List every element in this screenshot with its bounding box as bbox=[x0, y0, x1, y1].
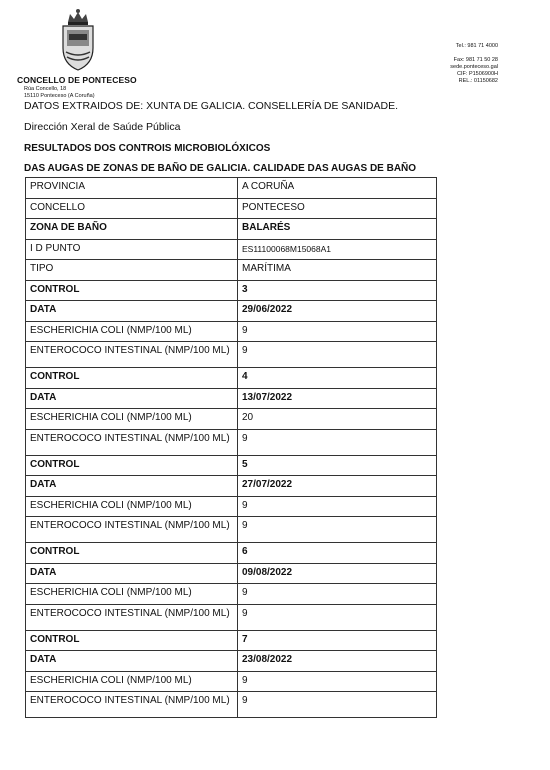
table-row bbox=[26, 260, 437, 281]
row-value: 29/06/2022 bbox=[238, 301, 437, 322]
row-label: DATA bbox=[26, 651, 238, 672]
row-value: 23/08/2022 bbox=[238, 651, 437, 672]
row-label: ESCHERICHIA COLI (NMP/100 ML) bbox=[26, 671, 238, 692]
row-label: CONTROL bbox=[26, 368, 238, 389]
row-value: 3 bbox=[238, 280, 437, 301]
row-value: 4 bbox=[238, 368, 437, 389]
row-label: ESCHERICHIA COLI (NMP/100 ML) bbox=[26, 584, 238, 605]
table-row bbox=[26, 496, 437, 517]
row-value: 5 bbox=[238, 455, 437, 476]
contact-block bbox=[450, 43, 498, 85]
row-label: ENTEROCOCO INTESTINAL (NMP/100 ML) bbox=[26, 604, 238, 630]
table-row bbox=[26, 517, 437, 543]
contact-web: sede.ponteceso.gal bbox=[450, 64, 498, 70]
contact-fax: Fax: 981 71 50 28 bbox=[453, 57, 498, 63]
row-label: CONTROL bbox=[26, 280, 238, 301]
table-row bbox=[26, 368, 437, 389]
row-label: DATA bbox=[26, 563, 238, 584]
row-value: 9 bbox=[238, 517, 437, 543]
row-value: 9 bbox=[238, 496, 437, 517]
table-row bbox=[26, 388, 437, 409]
table-row bbox=[26, 455, 437, 476]
results-subheading: DAS AUGAS DE ZONAS DE BAÑO DE GALICIA. CALIDADE DAS AUGAS DE BAÑO bbox=[24, 163, 417, 174]
row-label: DATA bbox=[26, 476, 238, 497]
results-table bbox=[25, 177, 437, 718]
table-row bbox=[26, 563, 437, 584]
row-value: 9 bbox=[238, 429, 437, 455]
table-row bbox=[26, 280, 437, 301]
row-value: 9 bbox=[238, 584, 437, 605]
contact-tel: Tel.: 981 71 4000 bbox=[455, 43, 498, 49]
row-label: ENTEROCOCO INTESTINAL (NMP/100 ML) bbox=[26, 342, 238, 368]
row-label: PROVINCIA bbox=[26, 178, 238, 199]
table-row bbox=[26, 671, 437, 692]
table-row bbox=[26, 198, 437, 219]
contact-cif: CIF: P1506900H bbox=[457, 71, 498, 77]
table-row bbox=[26, 239, 437, 260]
table-row bbox=[26, 584, 437, 605]
row-label: CONCELLO bbox=[26, 198, 238, 219]
row-label: TIPO bbox=[26, 260, 238, 281]
row-label: ESCHERICHIA COLI (NMP/100 ML) bbox=[26, 321, 238, 342]
table-row bbox=[26, 219, 437, 240]
org-name: CONCELLO DE PONTECESO bbox=[17, 75, 137, 85]
table-row bbox=[26, 604, 437, 630]
address-line: 15110 Ponteceso (A Coruña) bbox=[24, 93, 95, 99]
table-row bbox=[26, 543, 437, 564]
directorate-line: Dirección Xeral de Saúde Pública bbox=[24, 121, 181, 133]
row-value: 9 bbox=[238, 671, 437, 692]
row-value: 9 bbox=[238, 342, 437, 368]
row-label: ENTEROCOCO INTESTINAL (NMP/100 ML) bbox=[26, 429, 238, 455]
row-value: 7 bbox=[238, 630, 437, 651]
table-row bbox=[26, 321, 437, 342]
row-value: 09/08/2022 bbox=[238, 563, 437, 584]
row-label: ENTEROCOCO INTESTINAL (NMP/100 ML) bbox=[26, 692, 238, 718]
table-row bbox=[26, 342, 437, 368]
table-row bbox=[26, 692, 437, 718]
address-line: Rúa Concello, 18 bbox=[24, 86, 67, 92]
row-label: CONTROL bbox=[26, 455, 238, 476]
table-row bbox=[26, 651, 437, 672]
row-value: 9 bbox=[238, 321, 437, 342]
row-value: 9 bbox=[238, 692, 437, 718]
table-row bbox=[26, 301, 437, 322]
row-label: ENTEROCOCO INTESTINAL (NMP/100 ML) bbox=[26, 517, 238, 543]
municipal-crest-icon bbox=[55, 8, 101, 76]
contact-rel: REL.: 01150682 bbox=[458, 78, 498, 84]
row-value: ES11100068M15068A1 bbox=[238, 239, 437, 260]
row-value: BALARÉS bbox=[238, 219, 437, 240]
row-value: 6 bbox=[238, 543, 437, 564]
row-value: 9 bbox=[238, 604, 437, 630]
row-label: DATA bbox=[26, 388, 238, 409]
row-label: ZONA DE BAÑO bbox=[26, 219, 238, 240]
source-line: DATOS EXTRAIDOS DE: XUNTA DE GALICIA. CONSELLERÍA DE SANIDADE. bbox=[24, 100, 399, 112]
org-address bbox=[24, 86, 95, 100]
row-label: CONTROL bbox=[26, 543, 238, 564]
row-label: ESCHERICHIA COLI (NMP/100 ML) bbox=[26, 496, 238, 517]
row-value: 20 bbox=[238, 409, 437, 430]
table-row bbox=[26, 409, 437, 430]
row-label: CONTROL bbox=[26, 630, 238, 651]
table-row bbox=[26, 630, 437, 651]
row-value: PONTECESO bbox=[238, 198, 437, 219]
table-row bbox=[26, 178, 437, 199]
table-row bbox=[26, 429, 437, 455]
row-label: ESCHERICHIA COLI (NMP/100 ML) bbox=[26, 409, 238, 430]
row-value: 27/07/2022 bbox=[238, 476, 437, 497]
row-value: MARÍTIMA bbox=[238, 260, 437, 281]
results-heading: RESULTADOS DOS CONTROIS MICROBIOLÓXICOS bbox=[24, 143, 271, 154]
row-value: A CORUÑA bbox=[238, 178, 437, 199]
table-row bbox=[26, 476, 437, 497]
row-label: DATA bbox=[26, 301, 238, 322]
row-label: I D PUNTO bbox=[26, 239, 238, 260]
row-value: 13/07/2022 bbox=[238, 388, 437, 409]
